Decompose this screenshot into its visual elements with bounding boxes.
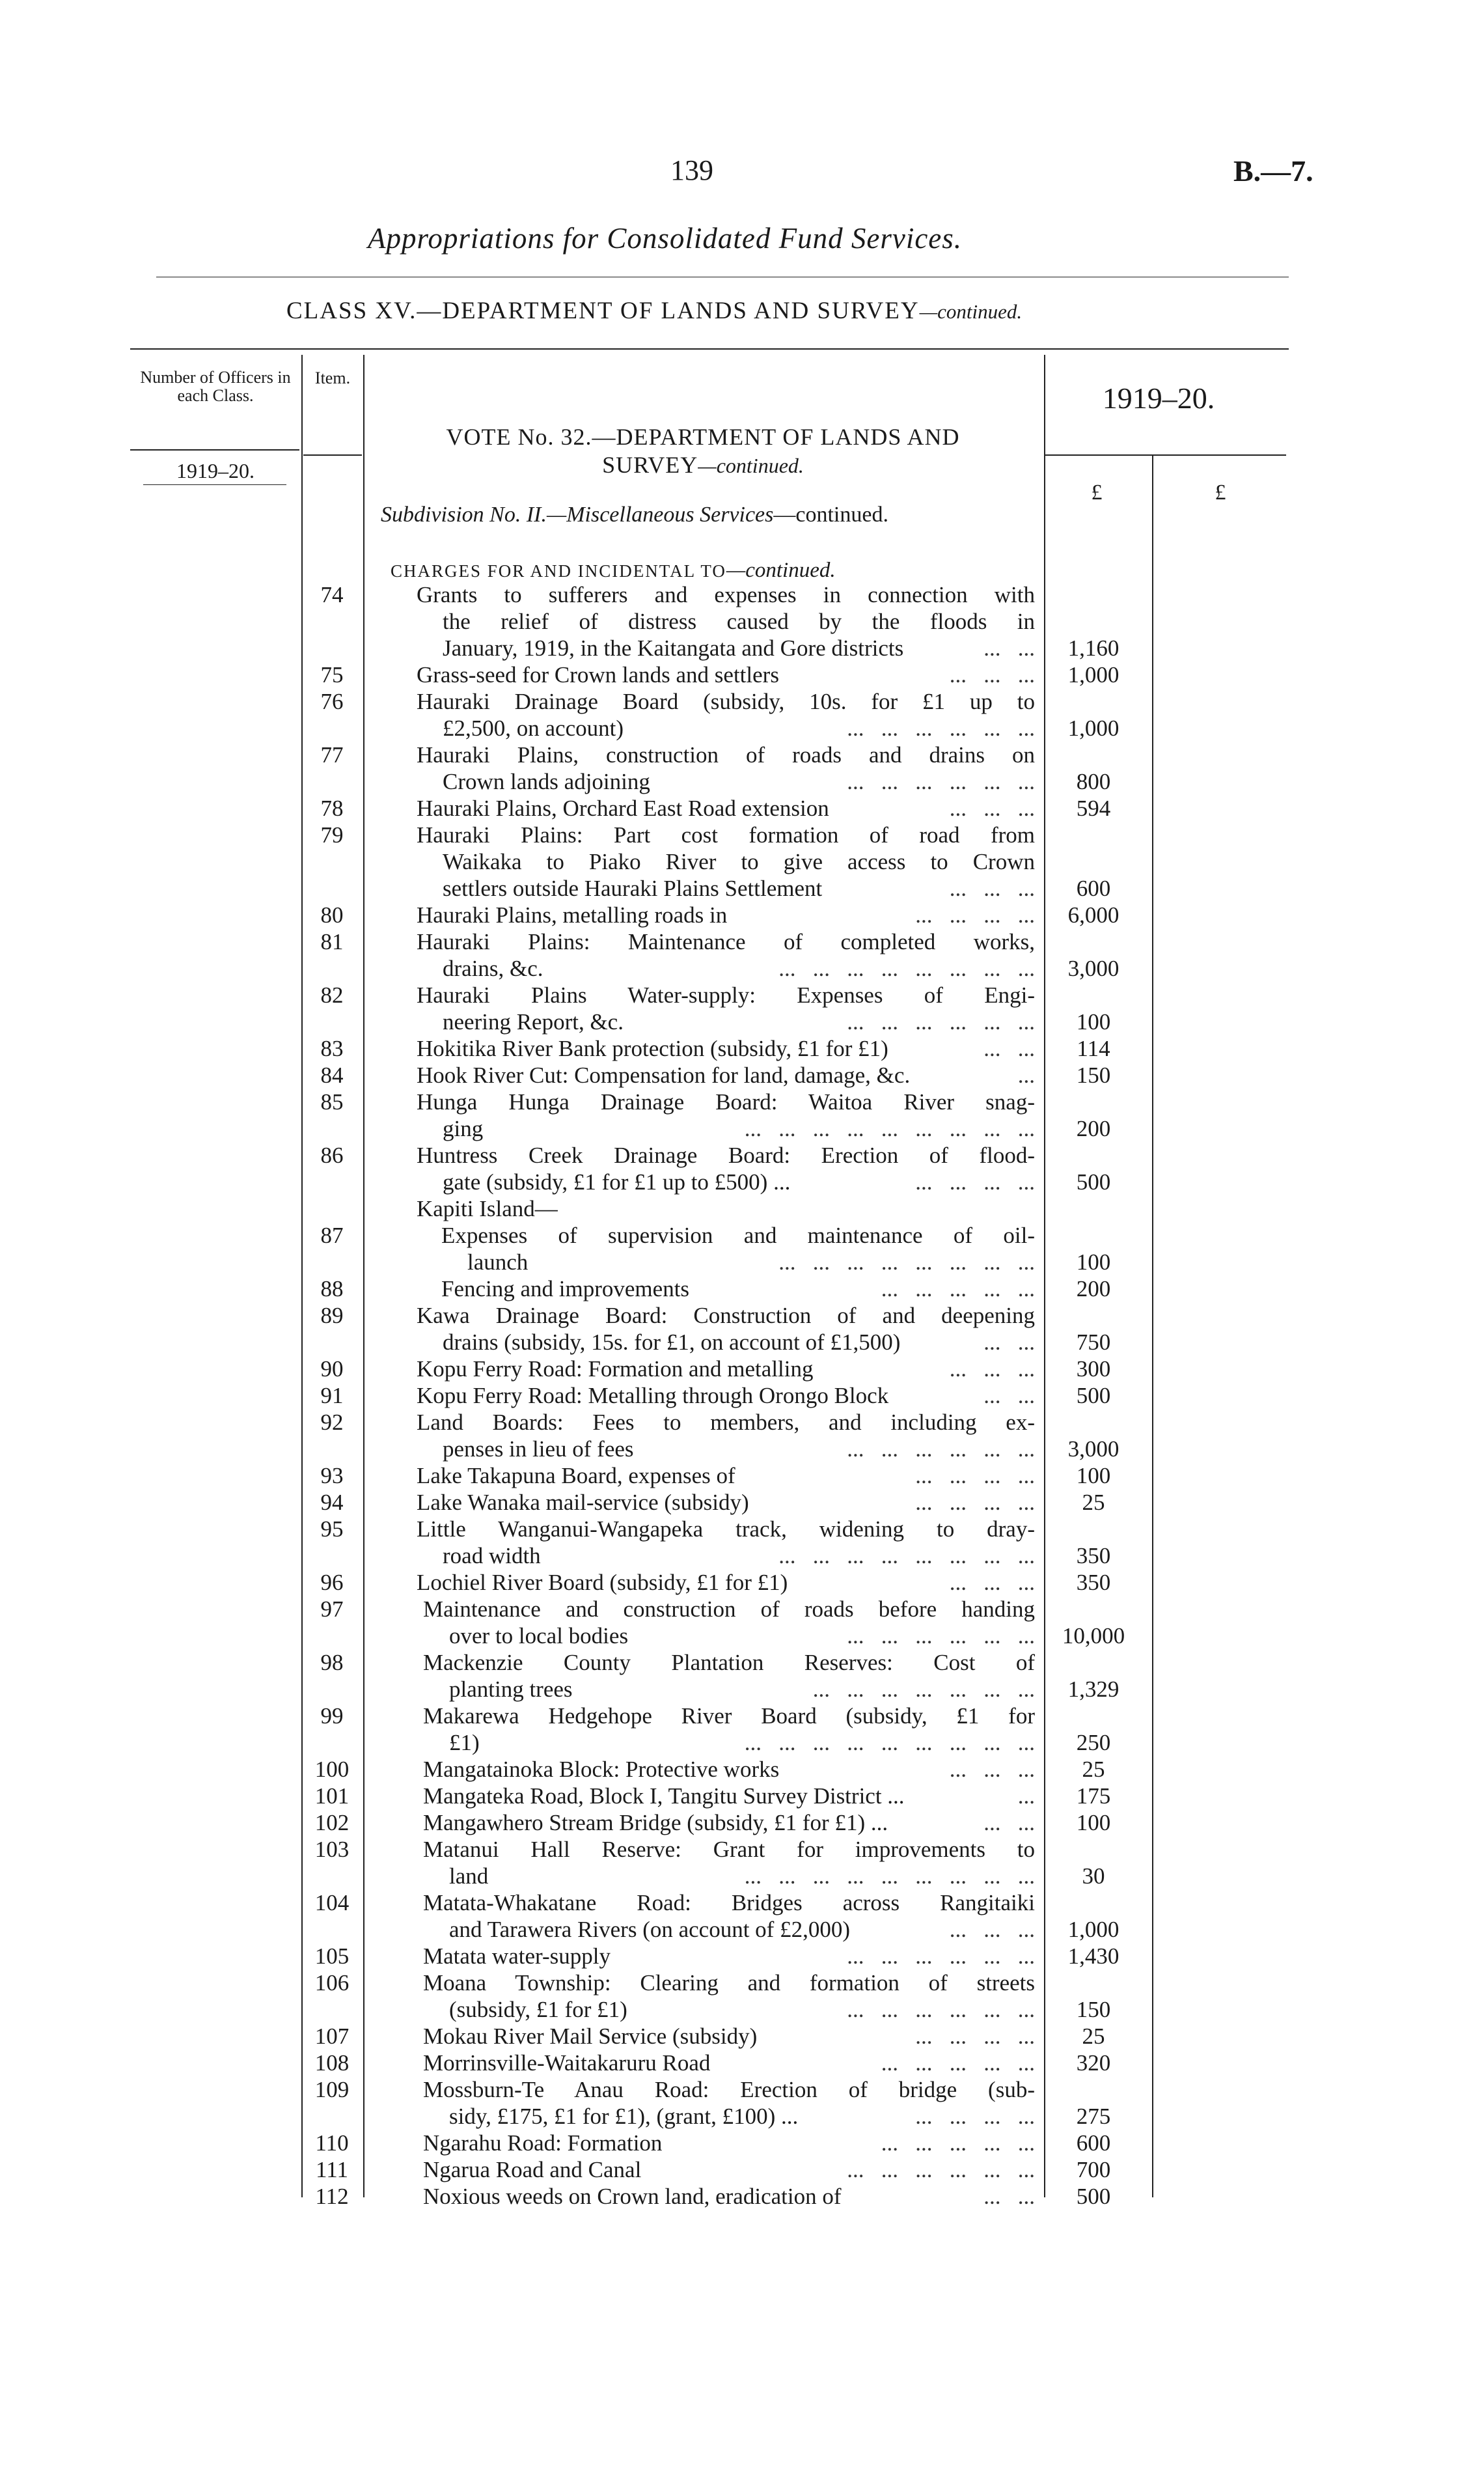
item-number: 101 <box>314 1783 350 1809</box>
item-description <box>417 1195 1035 1222</box>
description-line <box>417 1062 1035 1089</box>
item-number: 106 <box>314 1970 350 1996</box>
description-line <box>417 795 1035 822</box>
description-line: Hauraki Plains: Maintenance of completed works, <box>417 929 1035 954</box>
leader-dots: ... ... ... ... ... ... ... ... <box>778 956 1035 981</box>
rule-item-header <box>303 454 362 456</box>
description-line: Mackenzie County Plantation Reserves: Cost of <box>423 1650 1035 1675</box>
leader-dots: ... ... ... ... ... ... ... ... ... <box>744 1730 1035 1755</box>
leader-dots: ... ... ... ... ... ... ... <box>812 1676 1035 1702</box>
item-number: 75 <box>320 662 344 688</box>
description-line: Kapiti Island— <box>417 1196 558 1221</box>
item-description <box>423 2050 1035 2076</box>
item-number: 102 <box>314 1810 350 1835</box>
item-number: 86 <box>320 1143 344 1168</box>
item-number: 98 <box>320 1650 344 1675</box>
item-amount: 100 <box>1076 1463 1111 1488</box>
item-amount: 320 <box>1076 2050 1111 2076</box>
leader-dots: ... ... ... <box>949 796 1035 821</box>
description-line <box>441 1275 1035 1302</box>
description-line <box>417 1542 1035 1569</box>
leader-dots: ... ... ... ... <box>915 902 1035 928</box>
item-description <box>417 1382 1035 1409</box>
leader-dots: ... ... <box>983 2184 1035 2209</box>
item-number: 103 <box>314 1837 350 1862</box>
description-line: Kawa Drainage Board: Construction of and deepening <box>417 1303 1035 1328</box>
description-line <box>423 2050 1035 2076</box>
item-number: 77 <box>320 742 344 768</box>
description-text: (subsidy, £1 for £1) <box>449 1997 627 2022</box>
description-text: planting trees <box>449 1676 573 1702</box>
description-line <box>423 1622 1035 1649</box>
description-line <box>417 1569 1035 1596</box>
leader-dots: ... ... ... ... ... ... ... ... <box>778 1249 1035 1275</box>
item-description <box>423 1889 1035 1943</box>
description-text: Kopu Ferry Road: Formation and metalling <box>417 1356 814 1382</box>
item-amount: 594 <box>1076 796 1111 821</box>
item-description <box>441 1275 1035 1302</box>
description-text: settlers outside Hauraki Plains Settlement <box>443 876 823 901</box>
item-description <box>417 1516 1035 1569</box>
item-amount: 800 <box>1076 769 1111 794</box>
leader-dots: ... ... ... ... ... ... <box>847 1009 1035 1035</box>
leader-dots: ... ... ... ... ... <box>881 2050 1035 2076</box>
leader-dots: ... ... ... ... ... <box>881 1276 1035 1301</box>
item-description <box>423 2183 1035 2210</box>
subdivision-heading: Subdivision No. II.—Miscellaneous Services—continued. <box>381 503 888 527</box>
description-line <box>417 1169 1035 1195</box>
description-text: Ngarahu Road: Formation <box>423 2130 663 2156</box>
description-line <box>417 1035 1035 1062</box>
item-amount: 350 <box>1076 1570 1111 1595</box>
description-text: Lake Takapuna Board, expenses of <box>417 1463 735 1488</box>
description-text: Grass-seed for Crown lands and settlers <box>417 662 779 688</box>
document-reference: B.—7. <box>1233 154 1313 188</box>
item-amount: 1,000 <box>1067 1917 1120 1942</box>
item-amount: 500 <box>1076 1169 1111 1195</box>
item-number: 76 <box>320 689 344 714</box>
description-line <box>417 768 1035 795</box>
item-number: 107 <box>314 2024 350 2049</box>
item-description <box>417 742 1035 795</box>
description-line <box>423 1996 1035 2023</box>
item-number: 95 <box>320 1516 344 1542</box>
item-amount: 1,000 <box>1067 716 1120 741</box>
item-description <box>423 1703 1035 1756</box>
currency-symbol-left: £ <box>1091 480 1103 505</box>
item-description <box>423 2023 1035 2050</box>
item-number: 99 <box>320 1703 344 1729</box>
leader-dots: ... ... <box>983 1810 1035 1835</box>
item-amount: 600 <box>1076 2130 1111 2156</box>
rule-amount-left <box>1044 355 1045 2197</box>
item-number: 91 <box>320 1383 344 1408</box>
leader-dots: ... ... ... ... ... ... <box>847 1943 1035 1969</box>
description-text: gate (subsidy, £1 for £1 up to £500) ... <box>443 1169 791 1195</box>
item-description <box>417 1462 1035 1489</box>
item-number: 96 <box>320 1570 344 1595</box>
description-line <box>417 635 1035 661</box>
item-amount: 100 <box>1076 1249 1111 1275</box>
item-description <box>417 1489 1035 1516</box>
leader-dots: ... ... ... ... <box>915 2024 1035 2049</box>
description-text: Hook River Cut: Compensation for land, damage, &c. <box>417 1063 911 1088</box>
item-description <box>417 581 1035 661</box>
leader-dots: ... <box>1017 1063 1035 1088</box>
description-line: Hunga Hunga Drainage Board: Waitoa River snag- <box>417 1089 1035 1115</box>
description-line <box>423 1783 1035 1809</box>
description-line <box>423 2103 1035 2130</box>
description-line <box>417 902 1035 928</box>
description-line: Makarewa Hedgehope River Board (subsidy, £1 for <box>423 1703 1035 1729</box>
description-text: sidy, £175, £1 for £1), (grant, £100) ... <box>449 2104 799 2129</box>
item-amount: 1,000 <box>1067 662 1120 688</box>
description-text: neering Report, &c. <box>443 1009 624 1035</box>
description-text: drains (subsidy, 15s. for £1, on account of £1,500) <box>443 1329 901 1355</box>
class-heading: CLASS XV.—DEPARTMENT OF LANDS AND SURVEY—continued. <box>286 298 1023 324</box>
leader-dots: ... ... ... ... ... ... <box>847 1623 1035 1648</box>
item-amount: 100 <box>1076 1810 1111 1835</box>
item-amount: 3,000 <box>1067 956 1120 981</box>
item-number: 93 <box>320 1463 344 1488</box>
description-text: Mangawhero Stream Bridge (subsidy, £1 for £1) ... <box>423 1810 888 1835</box>
description-line <box>423 2023 1035 2050</box>
item-amount: 25 <box>1082 1490 1105 1515</box>
item-description <box>423 1596 1035 1649</box>
description-line: Land Boards: Fees to members, and including ex- <box>417 1410 1035 1435</box>
item-amount: 200 <box>1076 1276 1111 1301</box>
description-text: road width <box>443 1543 541 1568</box>
leader-dots: ... ... ... <box>949 662 1035 688</box>
description-line: Hauraki Plains Water-supply: Expenses of Engi- <box>417 982 1035 1008</box>
description-text: Mangateka Road, Block I, Tangitu Survey District ... <box>423 1783 905 1809</box>
item-number: 78 <box>320 796 344 821</box>
description-line <box>417 1436 1035 1462</box>
description-text: land <box>449 1863 489 1889</box>
description-line: Matanui Hall Reserve: Grant for improvements to <box>423 1837 1035 1862</box>
leader-dots: ... ... ... <box>949 1757 1035 1782</box>
description-line <box>423 1729 1035 1756</box>
item-amount: 350 <box>1076 1543 1111 1568</box>
leader-dots: ... ... ... <box>949 876 1035 901</box>
leader-dots: ... ... ... <box>949 1570 1035 1595</box>
item-amount: 250 <box>1076 1730 1111 1755</box>
description-line: Matata-Whakatane Road: Bridges across Rangitaiki <box>423 1890 1035 1915</box>
item-description <box>423 1969 1035 2023</box>
item-amount: 1,430 <box>1067 1943 1120 1969</box>
description-text: Mangatainoka Block: Protective works <box>423 1757 780 1782</box>
item-amount: 3,000 <box>1067 1436 1120 1462</box>
description-text: over to local bodies <box>449 1623 629 1648</box>
item-description <box>423 1649 1035 1703</box>
leader-dots: ... ... ... ... <box>915 1490 1035 1515</box>
description-line <box>423 2130 1035 2156</box>
leader-dots: ... ... ... <box>949 1917 1035 1942</box>
description-text: Noxious weeds on Crown land, eradication of <box>423 2184 842 2209</box>
description-line <box>423 1676 1035 1703</box>
item-number: 105 <box>314 1943 350 1969</box>
leader-dots: ... ... ... ... <box>915 1463 1035 1488</box>
item-column-header: Item. <box>314 369 351 387</box>
description-line: Mossburn-Te Anau Road: Erection of bridge (sub- <box>423 2077 1035 2102</box>
item-amount: 200 <box>1076 1116 1111 1141</box>
description-line <box>417 661 1035 688</box>
description-line <box>423 2183 1035 2210</box>
amount-year: 1919–20. <box>1102 382 1215 415</box>
page-title: Appropriations for Consolidated Fund Services. <box>368 222 963 255</box>
item-description <box>417 1062 1035 1089</box>
item-amount: 6,000 <box>1067 902 1120 928</box>
description-text: Morrinsville-Waitakaruru Road <box>423 2050 711 2076</box>
description-line <box>441 1249 1035 1275</box>
description-line <box>423 1809 1035 1836</box>
description-line <box>423 1863 1035 1889</box>
item-description <box>417 1302 1035 1356</box>
item-number: 80 <box>320 902 344 928</box>
leader-dots: ... ... <box>983 1329 1035 1355</box>
leader-dots: ... ... <box>983 1383 1035 1408</box>
leader-dots: ... ... ... ... ... ... <box>847 716 1035 741</box>
item-number: 94 <box>320 1490 344 1515</box>
description-line <box>417 875 1035 902</box>
item-description <box>417 982 1035 1035</box>
item-amount: 25 <box>1082 1757 1105 1782</box>
description-line <box>417 1356 1035 1382</box>
description-line <box>423 2156 1035 2183</box>
item-description <box>423 2156 1035 2183</box>
item-number: 88 <box>320 1276 344 1301</box>
description-text: ging <box>443 1116 484 1141</box>
description-text: Kopu Ferry Road: Metalling through Orongo Block <box>417 1383 889 1408</box>
item-description <box>417 1142 1035 1195</box>
item-number: 79 <box>320 822 344 848</box>
description-line <box>423 1916 1035 1943</box>
description-line <box>417 1008 1035 1035</box>
item-description <box>417 1035 1035 1062</box>
item-description <box>423 2130 1035 2156</box>
leader-dots: ... ... ... ... ... ... ... ... <box>778 1543 1035 1568</box>
leader-dots: ... ... ... <box>949 1356 1035 1382</box>
description-line: Moana Township: Clearing and formation of streets <box>423 1970 1035 1996</box>
description-line <box>423 1943 1035 1969</box>
item-description <box>423 1756 1035 1783</box>
item-number: 112 <box>315 2184 349 2209</box>
description-line <box>417 715 1035 742</box>
item-description <box>417 795 1035 822</box>
item-amount: 30 <box>1082 1863 1105 1889</box>
description-text: Hauraki Plains, metalling roads in <box>417 902 728 928</box>
rule-year-left <box>143 484 286 485</box>
description-text: Crown lands adjoining <box>443 769 650 794</box>
description-text: and Tarawera Rivers (on account of £2,000) <box>449 1917 850 1942</box>
item-description <box>417 822 1035 902</box>
item-description <box>417 928 1035 982</box>
item-amount: 114 <box>1077 1036 1110 1061</box>
item-number: 92 <box>320 1410 344 1435</box>
description-line: Grants to sufferers and expenses in connection with <box>417 582 1035 607</box>
item-number: 110 <box>315 2130 349 2156</box>
description-text: Matata water-supply <box>423 1943 611 1969</box>
leader-dots: ... ... <box>983 635 1035 661</box>
description-text: January, 1919, in the Kaitangata and Gore districts <box>443 635 904 661</box>
description-text: penses in lieu of fees <box>443 1436 634 1462</box>
item-description <box>423 1783 1035 1809</box>
leader-dots: ... ... ... ... ... ... <box>847 1997 1035 2022</box>
item-amount: 700 <box>1076 2157 1111 2182</box>
item-amount: 750 <box>1076 1329 1111 1355</box>
item-description <box>417 688 1035 742</box>
item-number: 87 <box>320 1223 344 1248</box>
item-amount: 25 <box>1082 2024 1105 2049</box>
item-amount: 600 <box>1076 876 1111 901</box>
item-amount: 300 <box>1076 1356 1111 1382</box>
description-line: Waikaka to Piako River to give access to Crown <box>443 849 1035 874</box>
item-description <box>417 1409 1035 1462</box>
description-text: Ngarua Road and Canal <box>423 2157 642 2182</box>
item-description <box>423 2076 1035 2130</box>
leader-dots: ... ... ... ... ... ... ... ... ... <box>744 1116 1035 1141</box>
leader-dots: ... ... ... ... ... ... <box>847 769 1035 794</box>
item-amount: 500 <box>1076 2184 1111 2209</box>
item-number: 90 <box>320 1356 344 1382</box>
description-text: Hokitika River Bank protection (subsidy, £1 for £1) <box>417 1036 888 1061</box>
page-number: 139 <box>670 154 713 186</box>
item-number: 81 <box>320 929 344 954</box>
description-line <box>417 1329 1035 1356</box>
description-text: Lake Wanaka mail-service (subsidy) <box>417 1490 749 1515</box>
leader-dots: ... ... ... ... ... ... <box>847 2157 1035 2182</box>
item-description <box>417 1089 1035 1142</box>
item-number: 104 <box>314 1890 350 1915</box>
rule-item-right <box>363 355 364 2197</box>
item-description <box>417 661 1035 688</box>
description-line <box>417 955 1035 982</box>
item-description <box>441 1222 1035 1275</box>
item-number: 84 <box>320 1063 344 1088</box>
description-line <box>417 1115 1035 1142</box>
description-line: Little Wanganui-Wangapeka track, widening to dray- <box>417 1516 1035 1542</box>
leader-dots: ... ... ... ... ... <box>881 2130 1035 2156</box>
vote-title: VOTE No. 32.—DEPARTMENT OF LANDS AND SURVEY—continued. <box>446 424 960 478</box>
item-description <box>417 902 1035 928</box>
description-line <box>417 1489 1035 1516</box>
item-description <box>417 1356 1035 1382</box>
currency-symbol-right: £ <box>1215 480 1226 505</box>
item-number: 100 <box>314 1757 350 1782</box>
leader-dots: ... ... ... ... ... ... ... ... ... <box>744 1863 1035 1889</box>
item-number: 85 <box>320 1089 344 1115</box>
item-amount: 1,329 <box>1067 1676 1120 1702</box>
description-text: Lochiel River Board (subsidy, £1 for £1) <box>417 1570 788 1595</box>
item-description <box>423 1943 1035 1969</box>
item-amount: 500 <box>1076 1383 1111 1408</box>
item-description <box>417 1569 1035 1596</box>
description-line <box>417 1462 1035 1489</box>
description-line: Huntress Creek Drainage Board: Erection of flood- <box>417 1143 1035 1168</box>
item-amount: 150 <box>1076 1063 1111 1088</box>
rule-amount-mid <box>1152 456 1153 2197</box>
rule-item-left <box>301 355 303 2197</box>
item-amount: 275 <box>1076 2104 1111 2129</box>
description-line: the relief of distress caused by the floods in <box>443 609 1035 634</box>
item-amount: 150 <box>1076 1997 1111 2022</box>
item-amount: 175 <box>1076 1783 1111 1809</box>
description-line: Hauraki Drainage Board (subsidy, 10s. for £1 up to <box>417 689 1035 714</box>
item-description <box>423 1809 1035 1836</box>
item-description <box>423 1836 1035 1889</box>
officers-column-header: Number of Officers in each Class. <box>140 368 291 405</box>
leader-dots: ... <box>1017 1783 1035 1809</box>
rule-above-table <box>130 348 1289 350</box>
charges-heading: CHARGES FOR AND INCIDENTAL TO—continued. <box>391 559 836 582</box>
item-number: 74 <box>320 582 344 607</box>
description-text: Hauraki Plains, Orchard East Road extension <box>417 796 829 821</box>
leader-dots: ... ... ... ... ... ... <box>847 1436 1035 1462</box>
leader-dots: ... ... <box>983 1036 1035 1061</box>
leader-dots: ... ... ... ... <box>915 2104 1035 2129</box>
description-text: drains, &c. <box>443 956 543 981</box>
description-text: Fencing and improvements <box>441 1276 690 1301</box>
description-line <box>423 1756 1035 1783</box>
description-text: Mokau River Mail Service (subsidy) <box>423 2024 758 2049</box>
description-line: Maintenance and construction of roads before handing <box>423 1596 1035 1622</box>
leader-dots: ... ... ... ... <box>915 1169 1035 1195</box>
item-number: 109 <box>314 2077 350 2102</box>
item-amount: 1,160 <box>1067 635 1120 661</box>
rule-year-right <box>1045 454 1286 456</box>
description-line: Expenses of supervision and maintenance of oil- <box>441 1223 1035 1248</box>
description-text: launch <box>467 1249 529 1275</box>
description-line <box>417 1382 1035 1409</box>
description-text: £1) <box>449 1730 480 1755</box>
description-line: Hauraki Plains: Part cost formation of road from <box>417 822 1035 848</box>
item-number: 111 <box>316 2157 348 2182</box>
item-number: 89 <box>320 1303 344 1328</box>
item-number: 83 <box>320 1036 344 1061</box>
description-line: Hauraki Plains, construction of roads and drains on <box>417 742 1035 768</box>
description-text: £2,500, on account) <box>443 716 624 741</box>
item-number: 82 <box>320 982 344 1008</box>
item-amount: 100 <box>1076 1009 1111 1035</box>
item-number: 108 <box>314 2050 350 2076</box>
item-number: 97 <box>320 1596 344 1622</box>
officers-year: 1919–20. <box>176 459 254 482</box>
item-amount: 10,000 <box>1062 1623 1125 1648</box>
rule-officers-header <box>130 449 299 451</box>
